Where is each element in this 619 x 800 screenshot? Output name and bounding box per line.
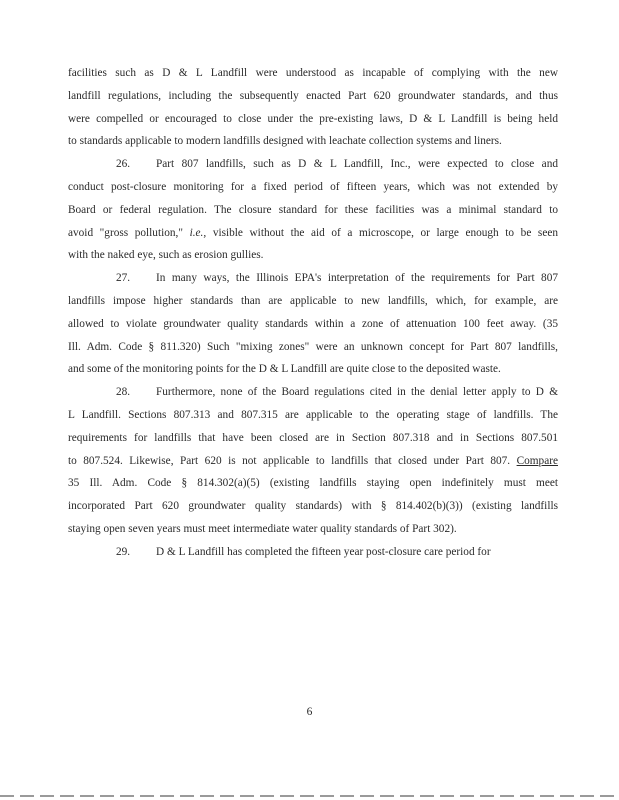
text-line: Ill. Adm. Code § 811.320) Such "mixing zones" were an unknown concept for Part 807 landfills,	[68, 340, 558, 353]
paragraph-number: 29.	[116, 545, 131, 558]
text-line: conduct post-closure monitoring for a fixed period of fifteen years, which was not extended by	[68, 180, 558, 193]
text-line: incorporated Part 620 groundwater quality standards) with § 814.402(b)(3)) (existing landfills	[68, 500, 558, 513]
text-line: landfills impose higher standards than are applicable to new landfills, which, for example, are	[68, 294, 558, 307]
text-line: staying open seven years must meet intermediate water quality standards of Part 302).	[68, 522, 457, 535]
text-line: requirements for landfills that have been closed are in Section 807.318 and in Sections 807.501	[68, 431, 558, 444]
text-line: were compelled or encouraged to close under the pre-existing laws, D & L Landfill is being held	[68, 112, 558, 125]
text-fragment: to 807.524. Likewise, Part 620 is not applicable to landfills that closed under Part 807.	[68, 454, 511, 467]
text-line: landfill regulations, including the subsequently enacted Part 620 groundwater standards, and thus	[68, 89, 558, 102]
paragraph-29-first-line	[68, 541, 558, 564]
text-line: L Landfill. Sections 807.313 and 807.315 are applicable to the operating stage of landfills. The	[68, 408, 558, 421]
text-line: allowed to violate groundwater quality standards within a zone of attenuation 100 feet away. (35	[68, 317, 558, 330]
text-fragment: avoid "gross pollution,"	[68, 226, 183, 239]
text-line: to standards applicable to modern landfills designed with leachate collection systems and liners.	[68, 135, 502, 148]
text-line: 35 Ill. Adm. Code § 814.302(a)(5) (existing landfills staying open indefinitely must meet	[68, 477, 558, 490]
text-fragment: visible without the aid of a microscope, or large enough to be seen	[212, 226, 558, 239]
italic-text: i.e.,	[189, 226, 207, 239]
underlined-text: Compare	[516, 454, 558, 467]
paragraph-text: Part 807 landfills, such as D & L Landfill, Inc., were expected to close and	[156, 158, 558, 171]
text-line	[68, 450, 558, 473]
page-number: 6	[306, 706, 313, 718]
paragraph-text: In many ways, the Illinois EPA's interpretation of the requirements for Part 807	[156, 272, 558, 285]
paragraph-text: Furthermore, none of the Board regulations cited in the denial letter apply to D &	[156, 386, 558, 399]
paragraph-28-first-line	[68, 381, 558, 404]
paragraph-26-first-line	[68, 153, 558, 176]
body-text	[68, 62, 558, 564]
text-line: facilities such as D & L Landfill were understood as incapable of complying with the new	[68, 67, 558, 79]
paragraph-number: 27.	[116, 272, 131, 285]
paragraph-text: D & L Landfill has completed the fifteen year post-closure care period for	[156, 545, 491, 558]
paragraph-number: 28.	[116, 386, 131, 399]
text-line: and some of the monitoring points for the D & L Landfill are quite close to the deposited waste.	[68, 363, 501, 376]
text-line	[68, 222, 558, 245]
scan-edge-line	[0, 795, 619, 797]
paragraph-27-first-line	[68, 267, 558, 290]
text-line: Board or federal regulation. The closure standard for these facilities was a minimal standard to	[68, 203, 558, 216]
text-line: with the naked eye, such as erosion gullies.	[68, 249, 264, 262]
paragraph-number: 26.	[116, 158, 131, 171]
